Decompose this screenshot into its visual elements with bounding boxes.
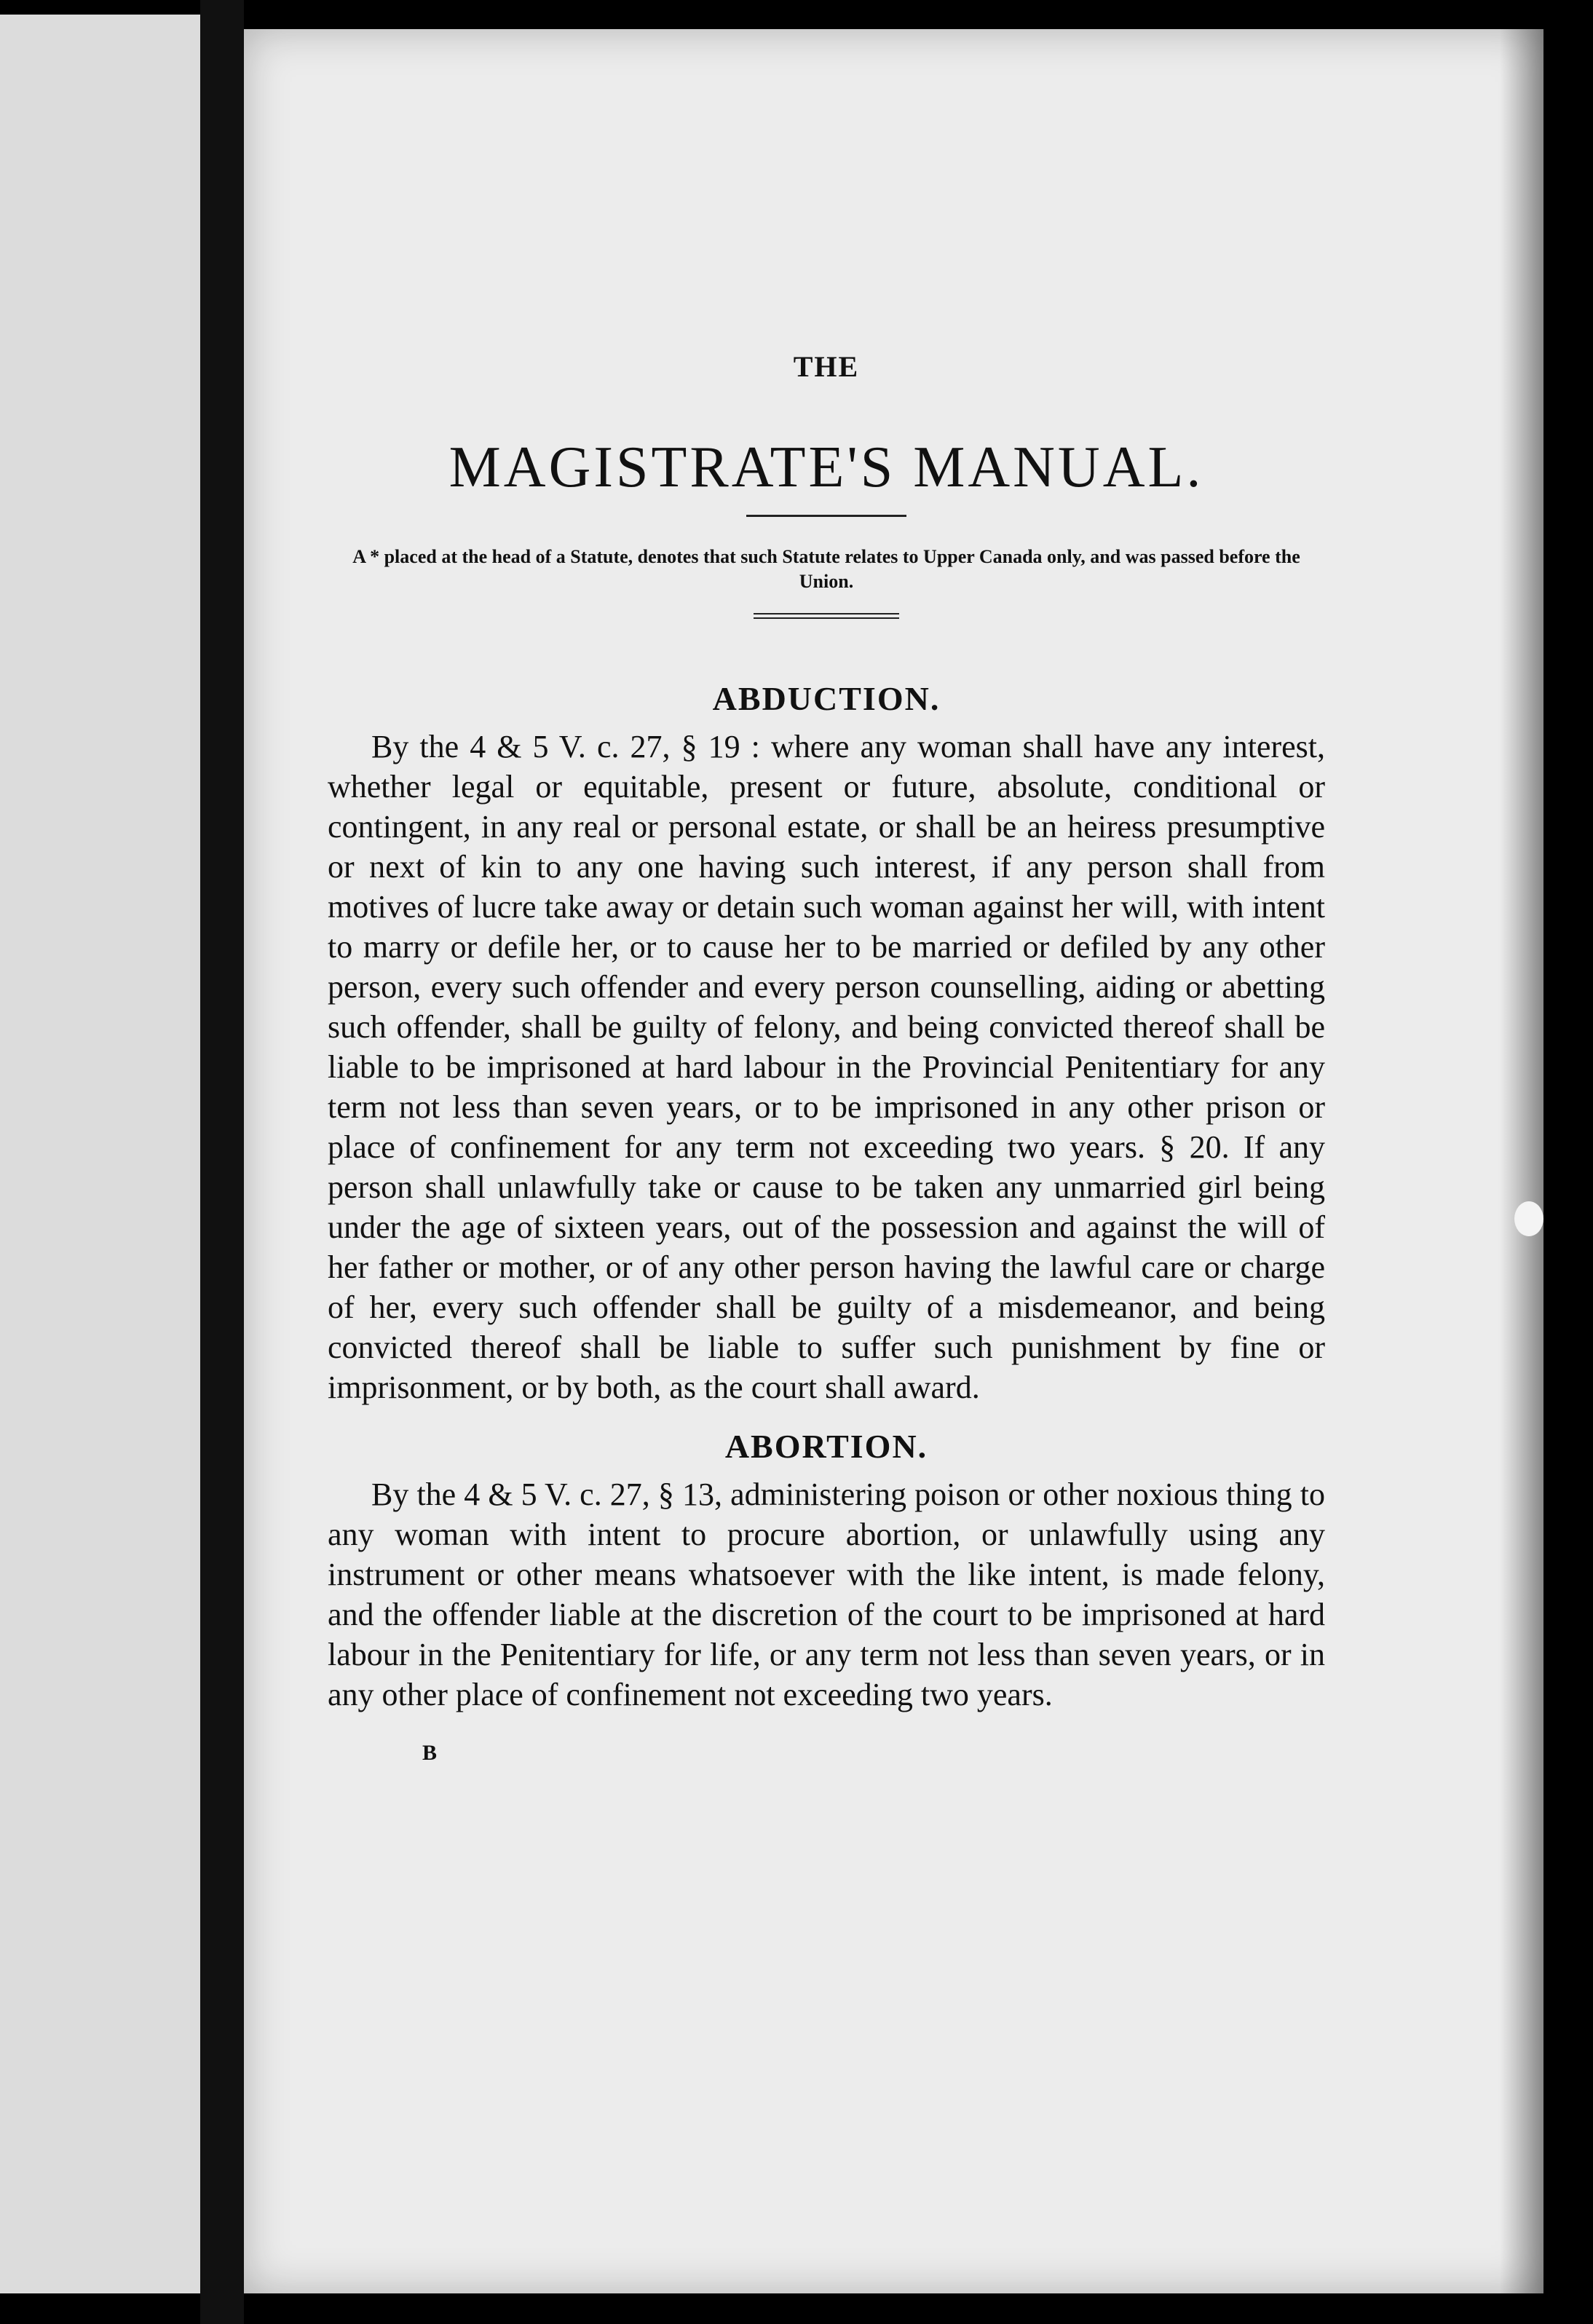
- section-heading-abortion: ABORTION.: [724, 1428, 928, 1465]
- page-edge-shadow: [1500, 29, 1543, 2293]
- double-rule: [754, 613, 899, 619]
- title-rule: [746, 515, 906, 517]
- page-content: [328, 349, 1325, 1766]
- title-prefix: THE: [793, 350, 860, 383]
- paper-defect: [1514, 1201, 1543, 1236]
- page-title: MAGISTRATE'S MANUAL.: [448, 435, 1204, 499]
- binding-shadow: [200, 0, 244, 2324]
- adjacent-page-sliver: [0, 15, 200, 2293]
- signature-mark: B: [422, 1741, 438, 1765]
- section-body-abduction: By the 4 & 5 V. c. 27, § 19 : where any woman shall have any interest, whether legal or equitable, present or future, absolute, conditional or contingent, in any real or personal estate, or shall be an heiress presumptive or next of kin to any one having such interest, if any person shall from motives of lucre take away or detain such woman against her will, with intent to marry or defile her, or to cause her to be married or defiled by any other person, every such offender and every person counselling, aiding or abetting such offender, shall be guilty of felony, and being convicted thereof shall be liable to be imprisoned at hard labour in the Provincial Penitentiary for any term not less than seven years, or to be imprisoned in any other prison or place of confinement for any term not exceeding two years. § 20. If any person shall unlawfully take or cause to be taken any unmarried girl being under the age of sixteen years, out of the possession and against the will of her father or mother, or of any other person having the lawful care or charge of her, every such offender shall be guilty of a misdemeanor, and being convicted thereof shall be liable to suffer such punishment by fine or imprisonment, or by both, as the court shall award.: [328, 729, 1325, 1405]
- statute-note: A * placed at the head of a Statute, denotes that such Statute relates to Upper Canada only, and was passed before the Union.: [352, 546, 1300, 592]
- section-heading-abduction: ABDUCTION.: [712, 680, 941, 717]
- section-body-abortion: By the 4 & 5 V. c. 27, § 13, administering poison or other noxious thing to any woman with intent to procure abortion, or unlawfully using any instrument or other means whatsoever with the like intent, is made felony, and the offender liable at the discretion of the court to be imprisoned at hard labour in the Penitentiary for life, or any term not less than seven years, or in any other place of confinement not exceeding two years.: [328, 1477, 1325, 1712]
